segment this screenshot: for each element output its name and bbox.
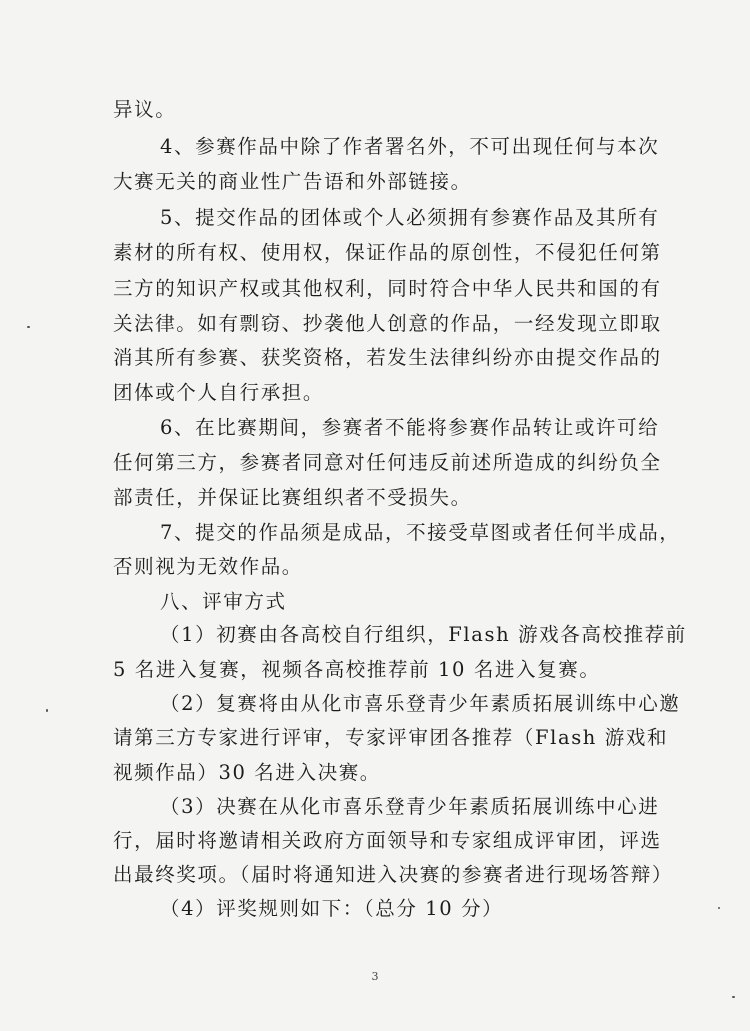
text-line: 消其所有参赛、获奖资格，若发生法律纠纷亦由提交作品的: [113, 346, 662, 369]
scan-speck: [718, 907, 720, 909]
text-line: 视频作品）30 名进入决赛。: [113, 761, 381, 784]
scan-speck: [46, 709, 48, 712]
text-line: 任何第三方，参赛者同意对任何违反前述所造成的纠纷负全: [113, 451, 662, 474]
text-line: 请第三方专家进行评审，专家评审团各推荐（Flash 游戏和: [113, 726, 669, 749]
text-line: （4）评奖规则如下：（总分 10 分）: [160, 897, 504, 920]
text-line: 4、参赛作品中除了作者署名外，不可出现任何与本次: [160, 135, 660, 158]
text-line: 6、在比赛期间，参赛者不能将参赛作品转让或许可给: [160, 416, 660, 439]
text-line: 关法律。如有剽窃、抄袭他人创意的作品，一经发现立即取: [113, 312, 662, 335]
text-line: 部责任，并保证比赛组织者不受损失。: [113, 486, 472, 509]
page-number: 3: [371, 970, 379, 983]
text-line: （1）初赛由各高校自行组织，Flash 游戏各高校推荐前: [160, 623, 687, 646]
text-line: 三方的知识产权或其他权利，同时符合中华人民共和国的有: [113, 277, 662, 300]
text-line: 5、提交作品的团体或个人必须拥有参赛作品及其所有: [160, 206, 660, 229]
text-line: （2）复赛将由从化市喜乐登青少年素质拓展训练中心邀: [160, 692, 681, 715]
text-line: 5 名进入复赛，视频各高校推荐前 10 名进入复赛。: [113, 658, 601, 681]
text-line: 素材的所有权、使用权，保证作品的原创性，不侵犯任何第: [113, 241, 662, 264]
text-line: 行，届时将邀请相关政府方面领导和专家组成评审团，评选: [113, 829, 662, 852]
text-line: 大赛无关的商业性广告语和外部链接。: [113, 170, 472, 193]
text-line: 7、提交的作品须是成品，不接受草图或者任何半成品，: [160, 521, 681, 544]
text-line: 异议。: [113, 98, 177, 121]
text-line: 团体或个人自行承担。: [113, 381, 325, 404]
text-line: 否则视为无效作品。: [113, 555, 303, 578]
scan-speck: [732, 996, 735, 998]
section-heading: 八、评审方式: [160, 590, 287, 613]
text-line: （3）决赛在从化市喜乐登青少年素质拓展训练中心进: [160, 795, 660, 818]
scan-speck: [27, 326, 30, 328]
text-line: 出最终奖项。（届时将通知进入决赛的参赛者进行现场答辩）: [113, 863, 673, 886]
